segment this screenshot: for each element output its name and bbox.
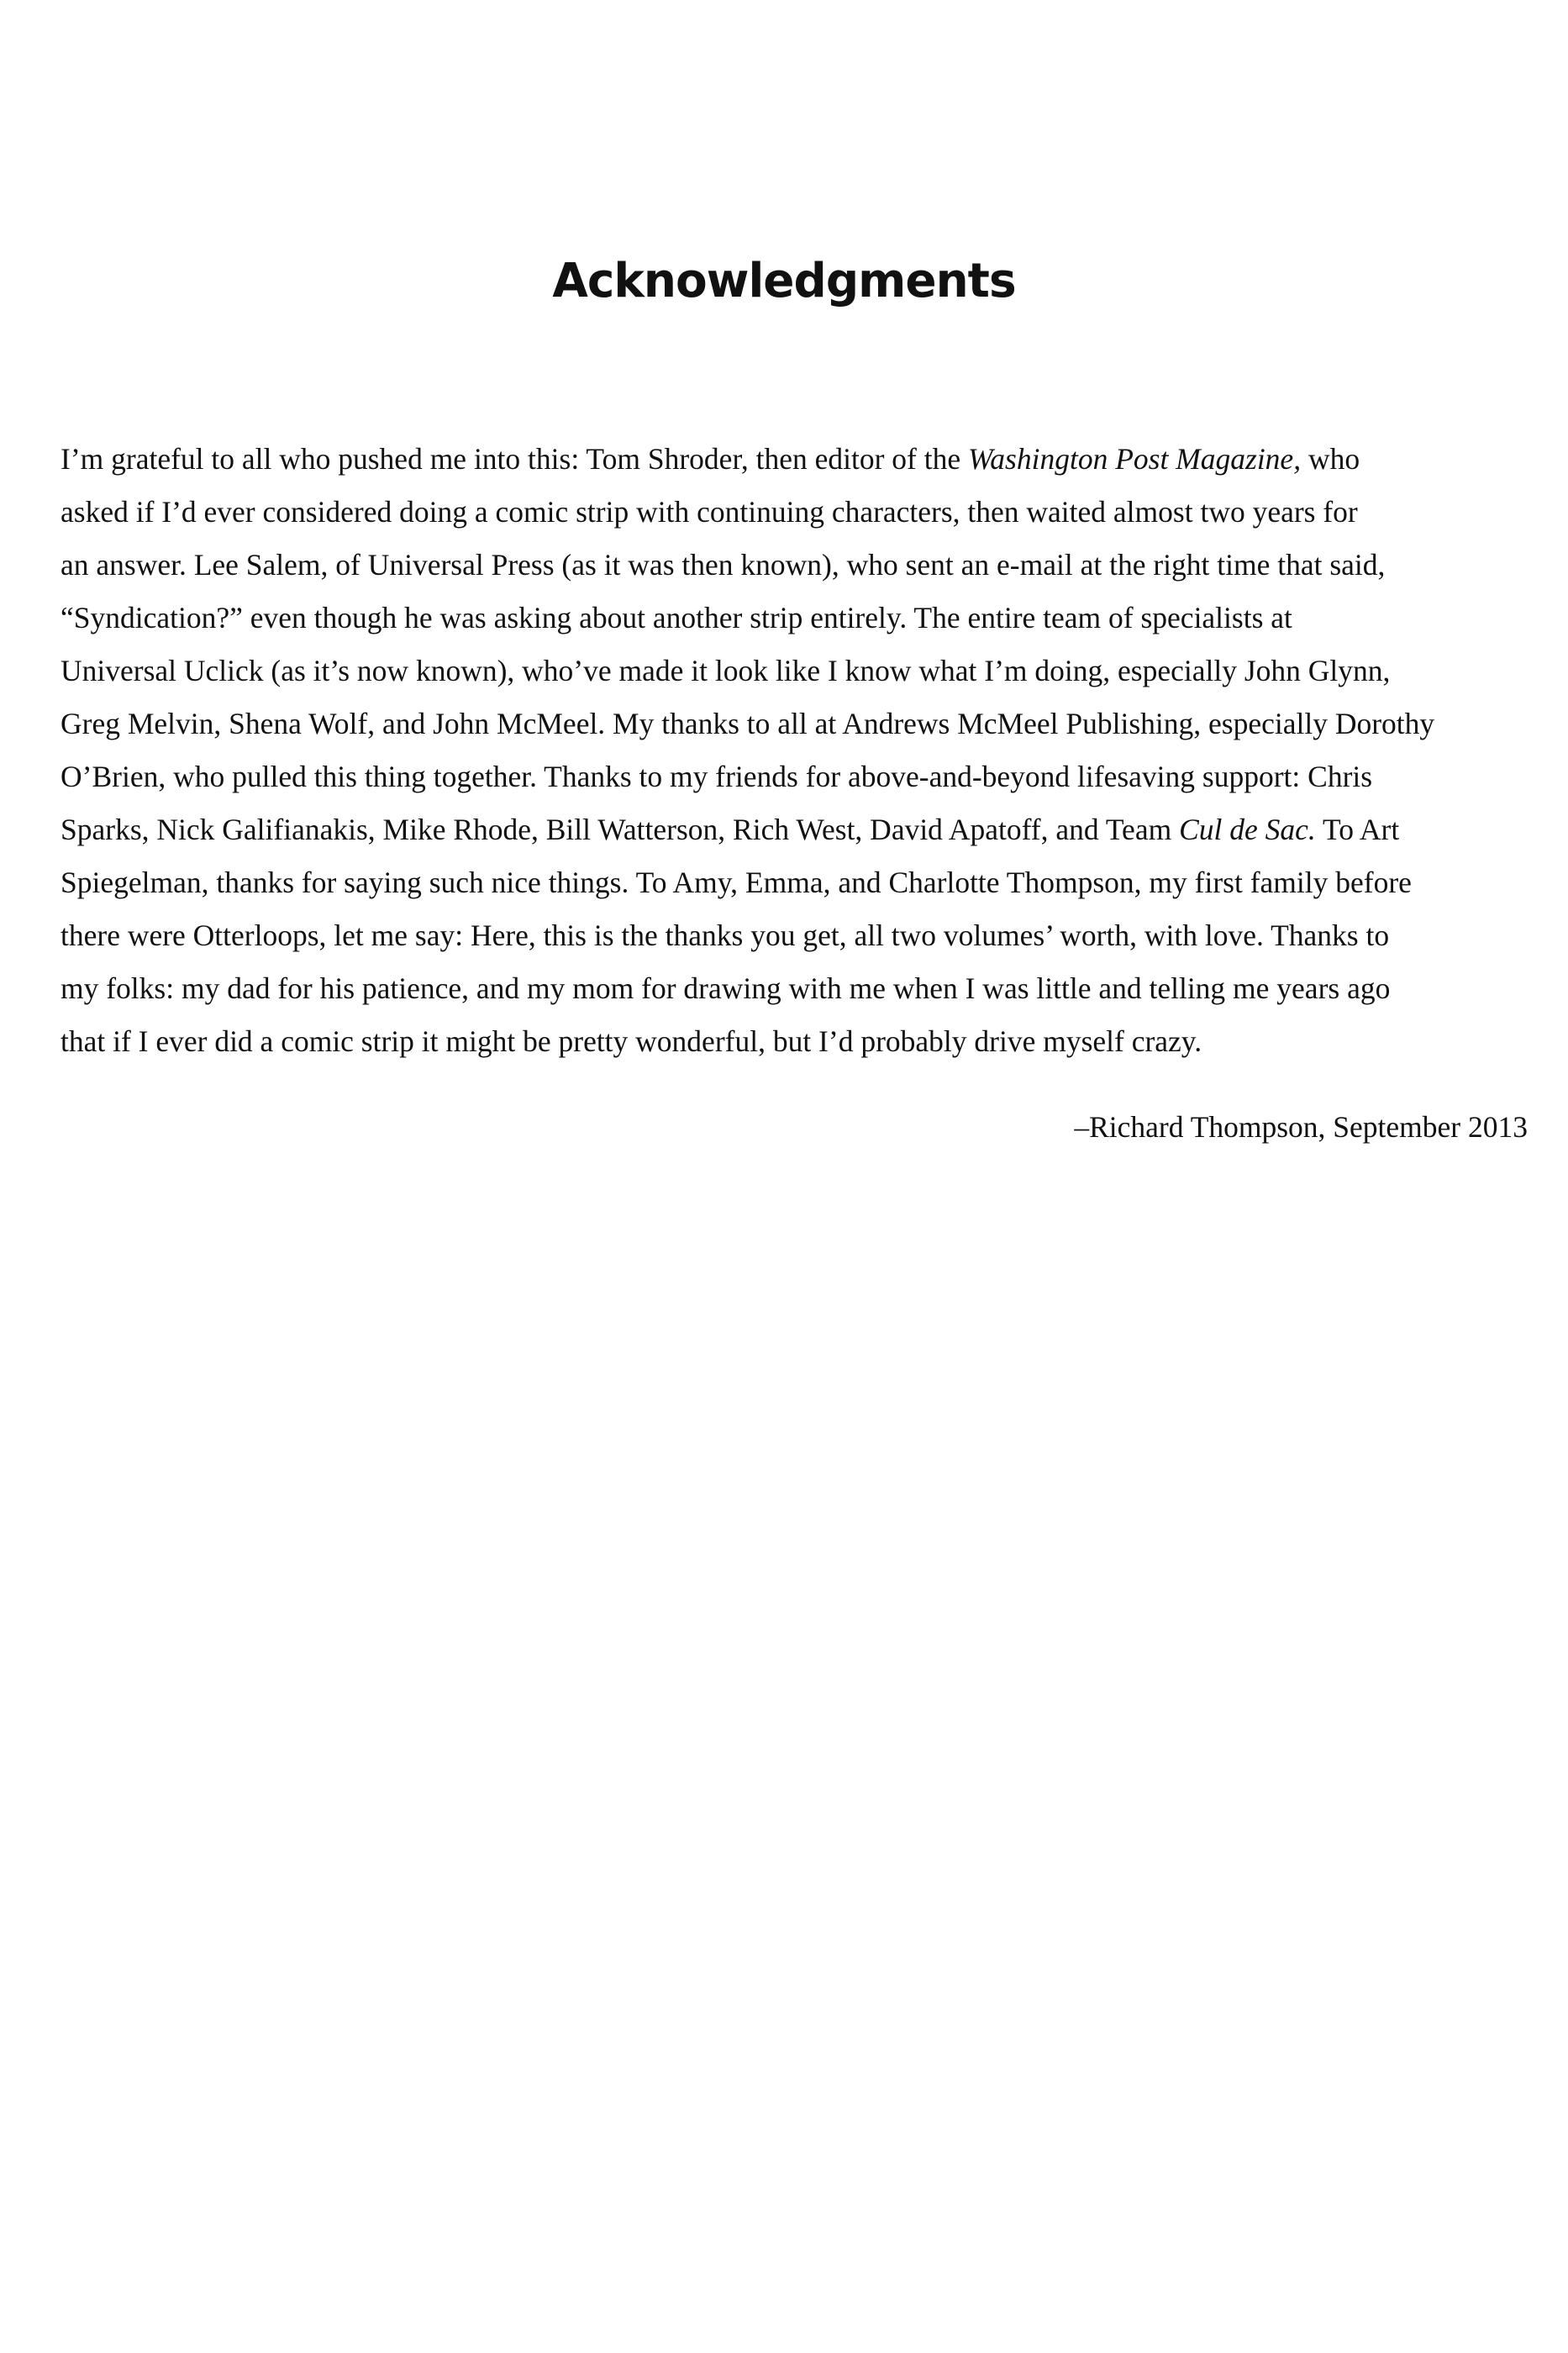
line-text: O’Brien, who pulled this thing together. Thanks to my friends for above-and-beyond lifesaving support: Chris [61,760,1373,793]
paragraph-line [61,539,1539,592]
italic-title: Cul de Sac. [1179,813,1316,846]
paragraph-line [61,592,1539,645]
line-text: Sparks, Nick Galifianakis, Mike Rhode, Bill Watterson, Rich West, David Apatoff, and Team [61,813,1180,846]
line-text: an answer. Lee Salem, of Universal Press (as it was then known), who sent an e-mail at the right time that said, [61,548,1386,582]
line-text: I’m grateful to all who pushed me into this: Tom Shroder, then editor of the [61,442,968,476]
line-text: Universal Uclick (as it’s now known), who’ve made it look like I know what I’m doing, especially John Glynn, [61,654,1391,687]
paragraph-line [61,697,1539,750]
acknowledgments-paragraph [61,433,1539,1068]
line-text: Spiegelman, thanks for saying such nice things. To Amy, Emma, and Charlotte Thompson, my first family before [61,866,1412,899]
paragraph-line [61,909,1539,962]
line-text: my folks: my dad for his patience, and my mom for drawing with me when I was little and telling me years ago [61,971,1391,1005]
paragraph-line [61,486,1539,539]
line-text: that if I ever did a comic strip it might be pretty wonderful, but I’d probably drive myself crazy. [61,1024,1202,1058]
line-text: there were Otterloops, let me say: Here, this is the thanks you get, all two volumes’ worth, with love. Thanks to [61,919,1390,952]
line-text: who [1301,442,1360,476]
line-text: asked if I’d ever considered doing a comic strip with continuing characters, then waited almost two years for [61,495,1358,529]
signature: –Richard Thompson, September 2013 [1074,1110,1528,1144]
paragraph-line [61,856,1539,909]
paragraph-line [61,433,1539,486]
line-text: Greg Melvin, Shena Wolf, and John McMeel. My thanks to all at Andrews McMeel Publishing, especially Dorothy [61,707,1435,740]
paragraph-line [61,803,1539,856]
page-title: Acknowledgments [552,254,1016,308]
paragraph-line [61,645,1539,697]
italic-title: Washington Post Magazine, [967,442,1302,476]
line-text: “Syndication?” even though he was asking about another strip entirely. The entire team of specialists at [61,601,1292,634]
paragraph-line [61,750,1539,803]
paragraph-line [61,1015,1539,1068]
paragraph-line [61,962,1539,1015]
line-text: To Art [1315,813,1400,846]
